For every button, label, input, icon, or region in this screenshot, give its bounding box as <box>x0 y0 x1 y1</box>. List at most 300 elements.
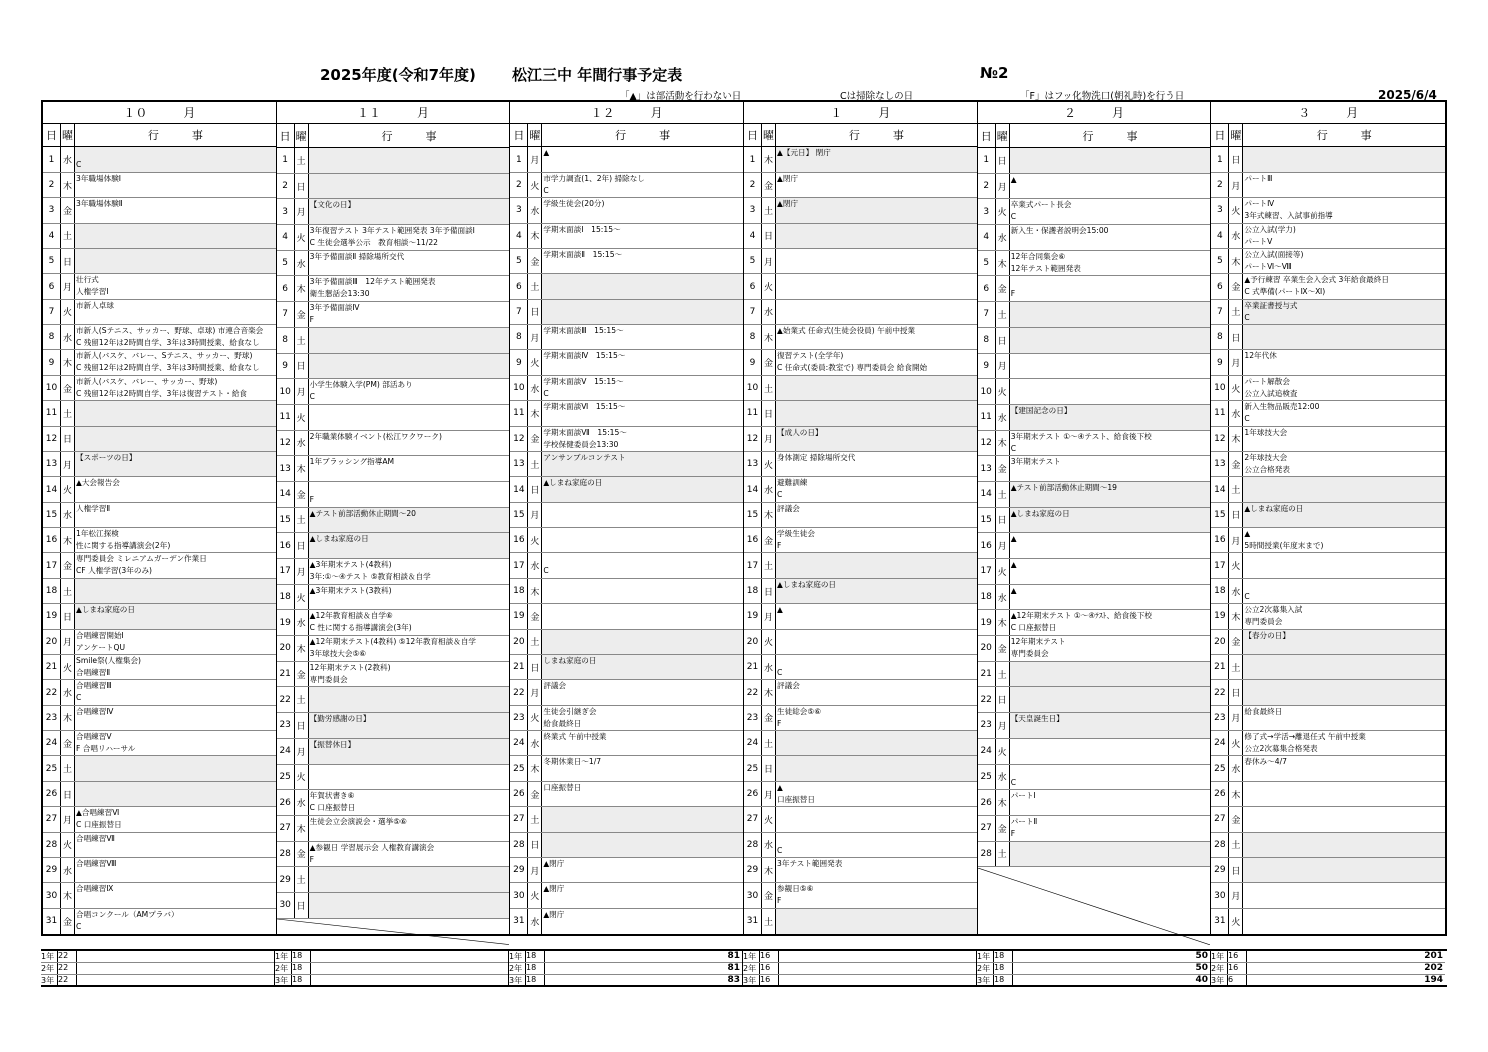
cumulative-total <box>77 951 274 962</box>
weekday: 水 <box>762 833 776 857</box>
day-row <box>1211 503 1445 528</box>
day-number: 29 <box>277 867 295 892</box>
day-number: 8 <box>744 325 762 349</box>
day-number: 4 <box>978 225 996 250</box>
day-row <box>510 858 743 883</box>
event-line-1: 1年球技大会 <box>1244 427 1288 437</box>
day-number: 26 <box>510 782 528 806</box>
event-line-2: 公立入試追検査 <box>1244 388 1298 398</box>
weekday: 木 <box>762 858 776 882</box>
day-row <box>744 224 977 249</box>
day-count: 18 <box>292 975 311 986</box>
event-line-2: 衛生懇話会13:30 <box>309 289 370 299</box>
weekday: 水 <box>1229 401 1243 425</box>
weekday: 水 <box>295 251 309 276</box>
event-line-1: 【成人の日】 <box>777 427 823 437</box>
weekday: 日 <box>996 148 1010 173</box>
day-row <box>978 662 1211 688</box>
event-line-1: 合唱コンクール（AMプラバ） <box>76 909 179 919</box>
day-number: 11 <box>978 405 996 430</box>
weekday: 日 <box>762 756 776 780</box>
weekday: 火 <box>295 585 309 610</box>
event-line-1: 【勤労感謝の日】 <box>309 714 371 724</box>
event-line-1: ▲しまね家庭の日 <box>777 579 837 589</box>
day-row <box>1211 553 1445 578</box>
weekday: 火 <box>996 559 1010 584</box>
event-line-1: ▲閉庁 <box>543 858 565 868</box>
event-cell <box>542 706 743 730</box>
col-day: 日 <box>744 124 762 147</box>
day-number: 6 <box>978 276 996 301</box>
day-row <box>744 300 977 325</box>
event-cell <box>1243 147 1445 171</box>
column-header <box>510 124 743 148</box>
weekday: 木 <box>1229 782 1243 806</box>
day-number: 7 <box>510 300 528 324</box>
col-weekday: 曜 <box>1229 124 1243 147</box>
weekday: 月 <box>61 807 75 831</box>
day-row <box>1211 401 1445 426</box>
weekday: 木 <box>762 325 776 349</box>
day-number: 19 <box>1211 604 1229 628</box>
weekday: 日 <box>528 655 542 679</box>
grade-label: 2年 <box>275 963 292 974</box>
count-block <box>1211 951 1445 985</box>
day-number: 18 <box>978 585 996 610</box>
day-count: 18 <box>292 951 311 962</box>
day-count: 16 <box>760 963 779 974</box>
day-number: 31 <box>510 909 528 934</box>
event-cell <box>309 790 510 815</box>
event-cell <box>542 249 743 273</box>
event-cell <box>1010 174 1211 199</box>
event-cell <box>75 553 276 577</box>
day-row <box>978 405 1211 431</box>
event-cell <box>75 604 276 628</box>
school-title: 松江三中 年間行事予定表 <box>512 66 683 84</box>
day-number: 29 <box>1211 858 1229 882</box>
weekday: 水 <box>61 325 75 349</box>
day-row <box>510 503 743 528</box>
day-number: 24 <box>744 731 762 755</box>
event-line-2: C 式準備(パートⅨ～Ⅺ) <box>1244 287 1326 297</box>
cumulative-total <box>779 951 976 962</box>
weekday: 金 <box>295 302 309 327</box>
day-number: 20 <box>978 636 996 661</box>
event-line-2: 学校保健委員会13:30 <box>543 439 619 449</box>
day-row <box>744 503 977 528</box>
weekday: 木 <box>1229 249 1243 273</box>
day-row <box>277 533 510 559</box>
day-number: 23 <box>277 713 295 738</box>
grade-label: 1年 <box>743 951 760 962</box>
day-number: 1 <box>978 148 996 173</box>
day-number: 9 <box>510 350 528 374</box>
event-cell <box>1243 477 1445 501</box>
issue-date: 2025/6/4 <box>1378 88 1437 102</box>
weekday: 土 <box>1229 833 1243 857</box>
event-cell <box>542 883 743 907</box>
weekday: 月 <box>528 858 542 882</box>
event-line-1: 1年松江探検 <box>76 529 119 539</box>
grade-label: 3年 <box>41 975 58 986</box>
day-row <box>510 198 743 223</box>
event-line-1: 2年職業体験イベント(松江ワクワーク) <box>309 431 442 441</box>
day-row <box>43 553 276 578</box>
event-cell <box>1010 636 1211 661</box>
weekday: 月 <box>61 274 75 298</box>
day-row <box>1211 427 1445 452</box>
cumulative-total: 40 <box>1195 975 1208 985</box>
event-cell <box>1010 816 1211 841</box>
month-title: １２ 月 <box>510 102 743 124</box>
day-number: 3 <box>510 198 528 222</box>
event-line-1: 【春分の日】 <box>1244 630 1290 640</box>
event-cell <box>1243 630 1445 654</box>
day-number: 27 <box>744 807 762 831</box>
event-line-2: C <box>1244 312 1250 322</box>
event-cell <box>75 655 276 679</box>
event-line-1: 評議会 <box>777 503 800 513</box>
weekday: 木 <box>61 883 75 907</box>
event-line-2: 3年式練習、入試事前指導 <box>1244 211 1333 221</box>
event-cell <box>1010 276 1211 301</box>
weekday: 木 <box>996 610 1010 635</box>
day-number: 23 <box>978 713 996 738</box>
weekday: 金 <box>762 528 776 552</box>
event-cell <box>1010 508 1211 533</box>
event-cell <box>1243 553 1445 577</box>
weekday: 土 <box>528 452 542 476</box>
event-cell <box>1243 883 1445 907</box>
event-line-2: C <box>777 845 783 855</box>
event-line-2: 合唱練習Ⅱ <box>76 667 111 677</box>
event-line-1: 市新人(バスケ、バレー、サッカー、野球) <box>76 376 218 386</box>
day-number: 17 <box>510 553 528 577</box>
day-row <box>510 325 743 350</box>
grade-label: 1年 <box>41 951 58 962</box>
day-row <box>277 225 510 251</box>
weekday: 木 <box>762 503 776 527</box>
day-row <box>744 706 977 731</box>
day-row <box>510 756 743 781</box>
day-number: 12 <box>978 431 996 456</box>
weekday: 火 <box>996 739 1010 764</box>
day-number: 21 <box>1211 655 1229 679</box>
day-number: 24 <box>978 739 996 764</box>
event-cell <box>542 376 743 400</box>
event-line-1: ▲ <box>1010 534 1017 544</box>
weekday: 月 <box>996 533 1010 558</box>
day-row <box>978 199 1211 225</box>
cumulative-total <box>311 951 508 962</box>
count-row <box>41 951 274 963</box>
month-column <box>978 102 1212 934</box>
day-row <box>510 300 743 325</box>
event-cell <box>1010 302 1211 327</box>
event-line-1: 人権学習Ⅱ <box>76 503 111 513</box>
weekday: 月 <box>1229 706 1243 730</box>
event-line-1: 3年予備面談Ⅲ 12年テスト範囲発表 <box>309 277 436 287</box>
event-cell <box>1010 610 1211 635</box>
day-row <box>277 585 510 611</box>
day-row <box>978 148 1211 174</box>
event-line-1: ▲大会報告会 <box>76 478 120 488</box>
note-cleaning: Cは掃除なしの日 <box>840 91 914 102</box>
weekday: 月 <box>295 379 309 404</box>
event-line-1: 終業式 午前中授業 <box>543 732 607 742</box>
event-line-1: パートⅣ <box>1244 199 1275 209</box>
day-row <box>744 604 977 629</box>
day-row <box>1211 655 1445 680</box>
month-column <box>43 102 277 934</box>
day-row <box>510 147 743 172</box>
day-row <box>978 431 1211 457</box>
day-number: 22 <box>277 687 295 712</box>
day-number: 1 <box>510 147 528 171</box>
event-line-1: 学期末面談Ⅰ 15:15～ <box>543 224 621 234</box>
cumulative-total: 201 <box>1424 951 1443 961</box>
day-row <box>1211 731 1445 756</box>
event-line-1: 3年職場体験Ⅰ <box>76 173 122 183</box>
event-cell <box>309 842 510 867</box>
day-row <box>744 756 977 781</box>
event-line-2: 12年テスト範囲発表 <box>1010 263 1081 273</box>
event-line-1: 生徒会立会演説会・選挙⑤⑥ <box>309 816 407 826</box>
event-cell <box>1243 858 1445 882</box>
day-row <box>744 782 977 807</box>
day-row <box>744 909 977 934</box>
event-cell <box>542 274 743 298</box>
day-row <box>1211 300 1445 325</box>
day-row <box>1211 782 1445 807</box>
event-cell <box>75 833 276 857</box>
event-cell <box>542 807 743 831</box>
day-number: 29 <box>510 858 528 882</box>
note-triangle: 「▲」は部活動を行わない日 <box>620 91 742 102</box>
day-number: 13 <box>510 452 528 476</box>
event-cell <box>542 680 743 704</box>
day-row <box>978 713 1211 739</box>
day-row <box>744 274 977 299</box>
weekday: 日 <box>61 782 75 806</box>
day-number: 17 <box>1211 553 1229 577</box>
event-cell <box>75 274 276 298</box>
page-number: №2 <box>980 64 1009 82</box>
month-title: ２ 月 <box>978 102 1211 124</box>
day-number: 13 <box>43 452 61 476</box>
day-number: 7 <box>744 300 762 324</box>
day-number: 26 <box>43 782 61 806</box>
weekday: 金 <box>1229 452 1243 476</box>
event-line-1: 評議会 <box>777 681 800 691</box>
weekday: 日 <box>1229 147 1243 171</box>
day-number: 25 <box>43 756 61 780</box>
day-row <box>744 833 977 858</box>
event-line-1: 専門委員会 ミレニアムガーデン作業日 <box>76 554 207 564</box>
cumulative-total: 50 <box>1195 963 1208 973</box>
event-line-2: 専門委員会 <box>1244 617 1283 627</box>
day-number: 13 <box>1211 452 1229 476</box>
event-cell <box>75 630 276 654</box>
event-line-2: アンケートQU <box>76 642 126 652</box>
event-line-2: F <box>777 541 782 551</box>
column-header <box>978 124 1211 148</box>
day-row <box>43 452 276 477</box>
count-block <box>977 951 1211 985</box>
event-cell <box>75 706 276 730</box>
grade-label: 3年 <box>275 975 292 986</box>
event-line-2: 公立2次募集合格発表 <box>1244 744 1318 754</box>
weekday: 土 <box>61 579 75 603</box>
event-cell <box>75 173 276 197</box>
event-line-1: ▲始業式 任命式(生徒会役員) 午前中授業 <box>777 326 916 336</box>
day-number: 9 <box>978 354 996 379</box>
count-row <box>509 963 742 975</box>
weekday: 火 <box>528 173 542 197</box>
event-line-1: 学級生徒会 <box>777 529 815 539</box>
column-header <box>744 124 977 148</box>
event-line-2: F <box>1010 289 1016 299</box>
cumulative-total: 202 <box>1424 963 1443 973</box>
event-cell <box>75 503 276 527</box>
day-row <box>978 790 1211 816</box>
event-cell <box>776 883 977 907</box>
day-number: 2 <box>277 174 295 199</box>
day-row <box>978 816 1211 842</box>
col-events: 行 事 <box>1316 129 1372 143</box>
weekday: 月 <box>295 199 309 224</box>
day-number: 25 <box>744 756 762 780</box>
col-weekday: 曜 <box>295 124 309 147</box>
weekday: 金 <box>295 842 309 867</box>
weekday: 火 <box>528 883 542 907</box>
day-row <box>744 249 977 274</box>
month-column <box>277 102 511 934</box>
event-line-1: 新入生・保護者説明会15:00 <box>1010 226 1109 236</box>
weekday: 月 <box>996 174 1010 199</box>
day-number: 6 <box>43 274 61 298</box>
weekday: 木 <box>295 636 309 661</box>
event-line-1: 合唱練習Ⅷ <box>76 858 117 868</box>
event-line-1: ▲閉庁 <box>777 199 799 209</box>
col-events: 行 事 <box>147 129 203 143</box>
event-line-1: 学期末面談Ⅱ 15:15～ <box>543 249 623 259</box>
event-cell <box>542 858 743 882</box>
weekday: 水 <box>762 300 776 324</box>
day-number: 25 <box>978 765 996 790</box>
event-cell <box>1243 655 1445 679</box>
day-number: 15 <box>277 508 295 533</box>
event-cell <box>1010 328 1211 353</box>
unused-days-area <box>978 868 1211 945</box>
weekday: 火 <box>762 274 776 298</box>
weekday: 金 <box>295 482 309 507</box>
event-cell <box>1010 765 1211 790</box>
event-line-1: 学期末面談Ⅶ 15:15～ <box>543 427 627 437</box>
day-row <box>277 174 510 200</box>
month-title: １０ 月 <box>43 102 276 124</box>
note-fluoride: 「F」はフッ化物洗口(朝礼時)を行う日 <box>1020 91 1185 102</box>
event-line-1: 冬期休業日～1/7 <box>543 757 602 767</box>
grade-label: 1年 <box>1211 951 1228 962</box>
event-cell <box>542 325 743 349</box>
event-line-1: ▲テスト前部活動休止期間～20 <box>309 508 416 518</box>
count-row <box>1211 951 1445 963</box>
event-cell <box>776 300 977 324</box>
event-cell <box>542 173 743 197</box>
weekday: 月 <box>528 147 542 171</box>
day-number: 2 <box>1211 173 1229 197</box>
event-line-1: ▲12年期末テスト(4教科) ⑤12年教育相談＆自学 <box>309 637 477 647</box>
cumulative-total <box>311 963 508 974</box>
day-number: 25 <box>1211 756 1229 780</box>
day-number: 14 <box>1211 477 1229 501</box>
day-row <box>277 610 510 636</box>
day-row <box>1211 630 1445 655</box>
day-number: 5 <box>744 249 762 273</box>
event-cell <box>776 579 977 603</box>
day-number: 10 <box>43 376 61 400</box>
event-cell <box>542 300 743 324</box>
day-row <box>43 909 276 934</box>
day-number: 17 <box>43 553 61 577</box>
year-title: 2025年度(令和7年度) <box>320 66 476 84</box>
event-cell <box>542 401 743 425</box>
event-cell <box>542 350 743 374</box>
event-cell <box>309 431 510 456</box>
day-number: 27 <box>1211 807 1229 831</box>
day-number: 6 <box>277 276 295 301</box>
weekday: 水 <box>762 655 776 679</box>
column-header <box>1211 124 1445 148</box>
cumulative-total: 194 <box>1424 975 1443 985</box>
day-row <box>43 833 276 858</box>
day-row <box>510 350 743 375</box>
weekday: 木 <box>295 276 309 301</box>
day-number: 22 <box>1211 680 1229 704</box>
cumulative-total: 83 <box>727 975 740 985</box>
event-cell <box>542 427 743 451</box>
day-row <box>510 731 743 756</box>
month-title: １１ 月 <box>277 102 510 124</box>
event-line-1: アンサンブルコンテスト <box>543 452 626 462</box>
day-row <box>43 173 276 198</box>
day-number: 1 <box>277 148 295 173</box>
event-line-2: F <box>309 494 315 504</box>
event-line-1: 市学力調査(1、2年) 掃除なし <box>543 173 645 183</box>
day-row <box>43 198 276 223</box>
day-row <box>277 636 510 662</box>
event-cell <box>309 482 510 507</box>
event-line-1: ▲12年教育相談＆自学⑥ <box>309 611 393 621</box>
event-line-1: ▲3年期末テスト(4教科) <box>309 560 392 569</box>
weekday: 水 <box>295 790 309 815</box>
event-line-1: 学級生徒会(20分) <box>543 199 605 209</box>
day-number: 21 <box>978 662 996 687</box>
event-cell <box>309 199 510 224</box>
day-row <box>1211 173 1445 198</box>
weekday: 月 <box>1229 173 1243 197</box>
event-cell <box>309 867 510 892</box>
event-line-1: 【文化の日】 <box>309 200 356 210</box>
day-row <box>978 687 1211 713</box>
event-line-1: 3年予備面談Ⅱ 掃除場所交代 <box>309 251 405 261</box>
day-row <box>1211 224 1445 249</box>
day-number: 29 <box>43 858 61 882</box>
weekday: 木 <box>762 680 776 704</box>
day-number: 10 <box>277 379 295 404</box>
